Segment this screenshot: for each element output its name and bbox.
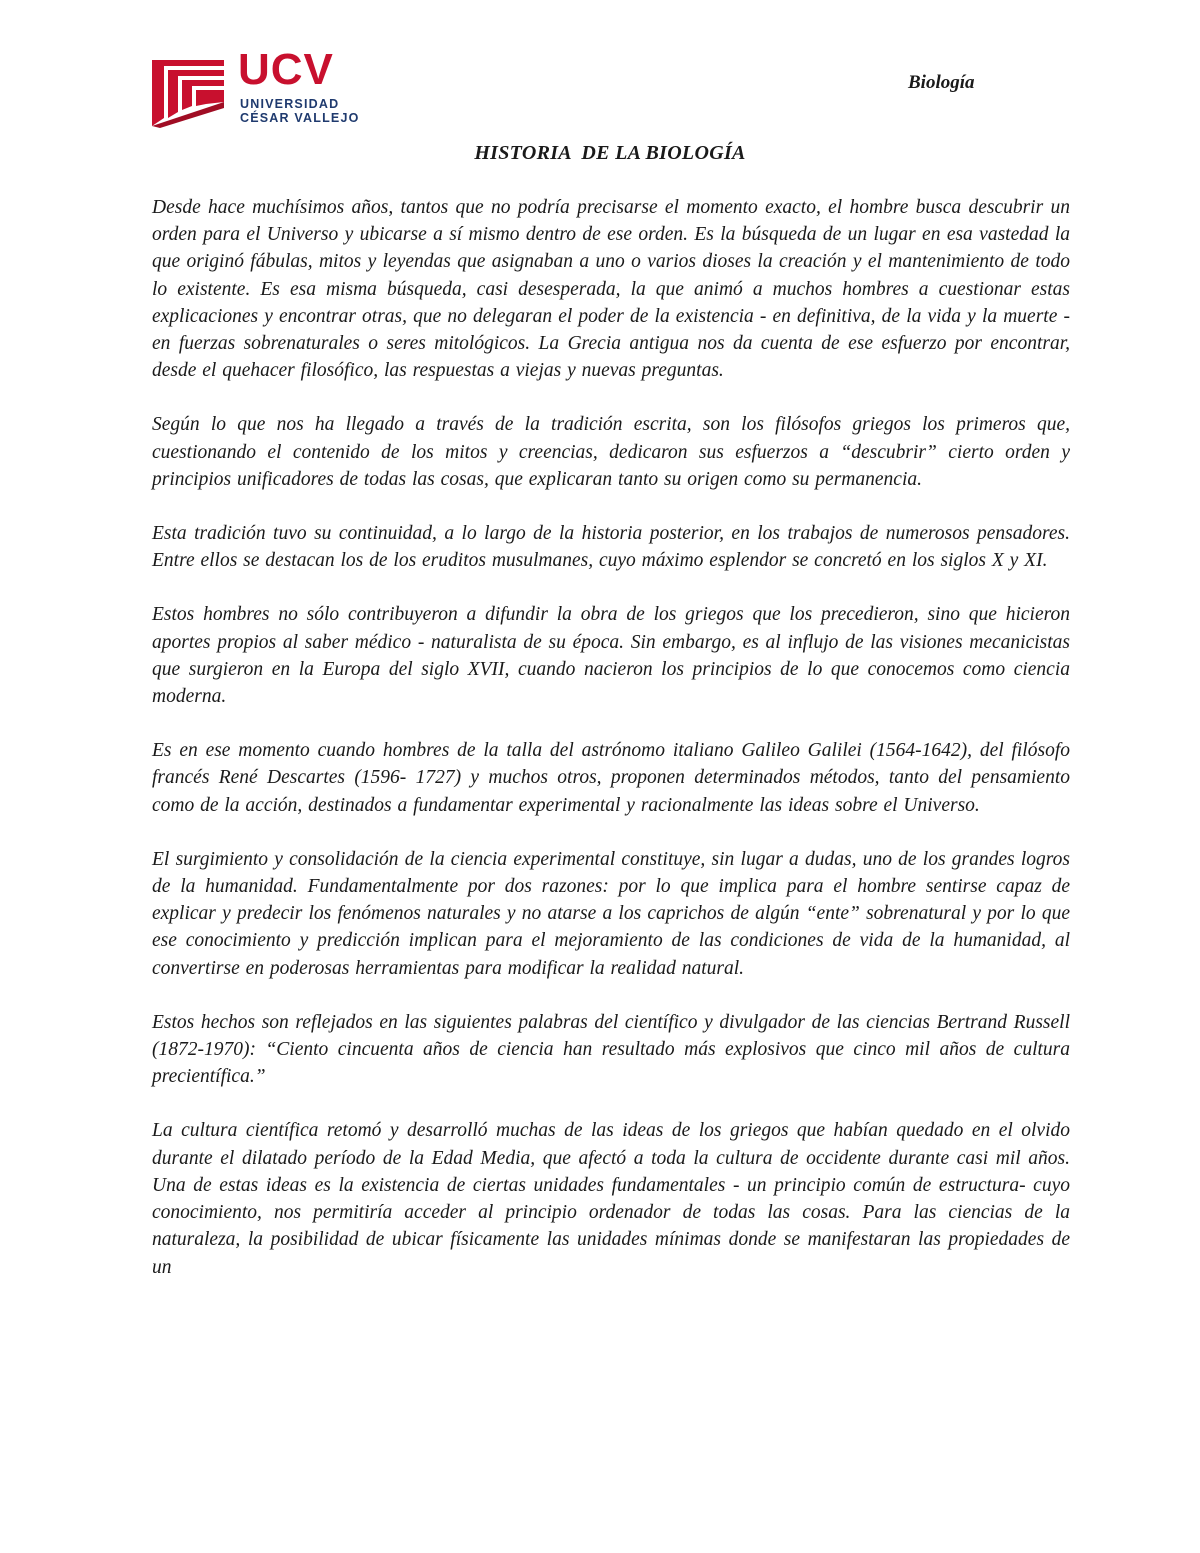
paragraph: Estos hombres no sólo contribuyeron a difundir la obra de los griegos que los precedieron, sino que hicieron aportes propios al saber médico - naturalista de su época. Sin embargo, es al influjo de las visiones mecanicistas que surgieron en la Europa del siglo XVII, cuando nacieron los principios de lo que conocemos como ciencia moderna. bbox=[152, 604, 1070, 708]
ucv-logo bbox=[150, 45, 360, 128]
paragraph: Es en ese momento cuando hombres de la talla del astrónomo italiano Galileo Galilei (1564-1642), del filósofo francés René Descartes (1596- 1727) y muchos otros, proponen determinados métodos, tanto del pensamiento como de la acción, destinados a fundamentar experimental y racionalmente las ideas sobre el Universo. bbox=[152, 740, 1070, 816]
document-body bbox=[152, 194, 1070, 1281]
paragraph: Desde hace muchísimos años, tantos que no podría precisarse el momento exacto, el hombre busca descubrir un orden para el Universo y ubicarse a sí mismo dentro de ese orden. Es la búsqueda de un lugar en esa vastedad la que originó fábulas, mitos y leyendas que asignaban a uno o varios dioses la creación y el mantenimiento de todo lo existente. Es esa misma búsqueda, casi desesperada, la que animó a muchos hombres a cuestionar estas explicaciones y encontrar otras, que no delegaran el poder de la existencia - en definitiva, de la vida y la muerte - en fuerzas sobrenaturales o seres mitológicos. La Grecia antigua nos da cuenta de ese esfuerzo por encontrar, desde el quehacer filosófico, las respuestas a viejas y nuevas preguntas. bbox=[152, 197, 1070, 382]
logo-university-name: CÉSAR VALLEJO bbox=[240, 111, 360, 125]
document-title: HISTORIA DE LA BIOLOGÍA bbox=[474, 142, 746, 164]
paragraph: La cultura científica retomó y desarrolló muchas de las ideas de los griegos que habían quedado en el olvido durante el dilatado período de la Edad Media, que afectó a toda la cultura de occidente durante casi mil años. Una de estas ideas es la existencia de ciertas unidades fundamentales - un principio común de estructura- cuyo conocimiento, nos permitiría acceder al principio ordenador de todas las cosas. Para las ciencias de la naturaleza, la posibilidad de ubicar físicamente las unidades mínimas donde se manifestaran las propiedades de un bbox=[152, 1120, 1070, 1278]
ucv-emblem-icon bbox=[150, 56, 226, 128]
header-subject: Biología bbox=[908, 72, 975, 93]
logo-brand-text: UCV bbox=[238, 45, 334, 94]
paragraph: Esta tradición tuvo su continuidad, a lo largo de la historia posterior, en los trabajos de numerosos pensadores. Entre ellos se destacan los de los eruditos musulmanes, cuyo máximo esplendor se concretó en los siglos X y XI. bbox=[152, 523, 1070, 572]
paragraph: Según lo que nos ha llegado a través de la tradición escrita, son los filósofos griegos los primeros que, cuestionando el contenido de los mitos y creencias, dedicaron sus esfuerzos a “descubrir” cierto orden y principios unificadores de todas las cosas, que explicaran tanto su origen como su permanencia. bbox=[152, 414, 1070, 490]
paragraph: El surgimiento y consolidación de la ciencia experimental constituye, sin lugar a dudas, uno de los grandes logros de la humanidad. Fundamentalmente por dos razones: por lo que implica para el hombre sentirse capaz de explicar y predecir los fenómenos naturales y no atarse a los caprichos de algún “ente” sobrenatural y por lo que ese conocimiento y predicción implican para el mejoramiento de las condiciones de vida de la humanidad, al convertirse en poderosas herramientas para modificar la realidad natural. bbox=[152, 848, 1070, 979]
logo-university-label: UNIVERSIDAD bbox=[240, 97, 340, 111]
paragraph: Estos hechos son reflejados en las siguientes palabras del científico y divulgador de las ciencias Bertrand Russell (1872-1970): “Ciento cincuenta años de ciencia han resultado más explosivos que cinco mil años de cultura precientífica.” bbox=[152, 1011, 1070, 1088]
